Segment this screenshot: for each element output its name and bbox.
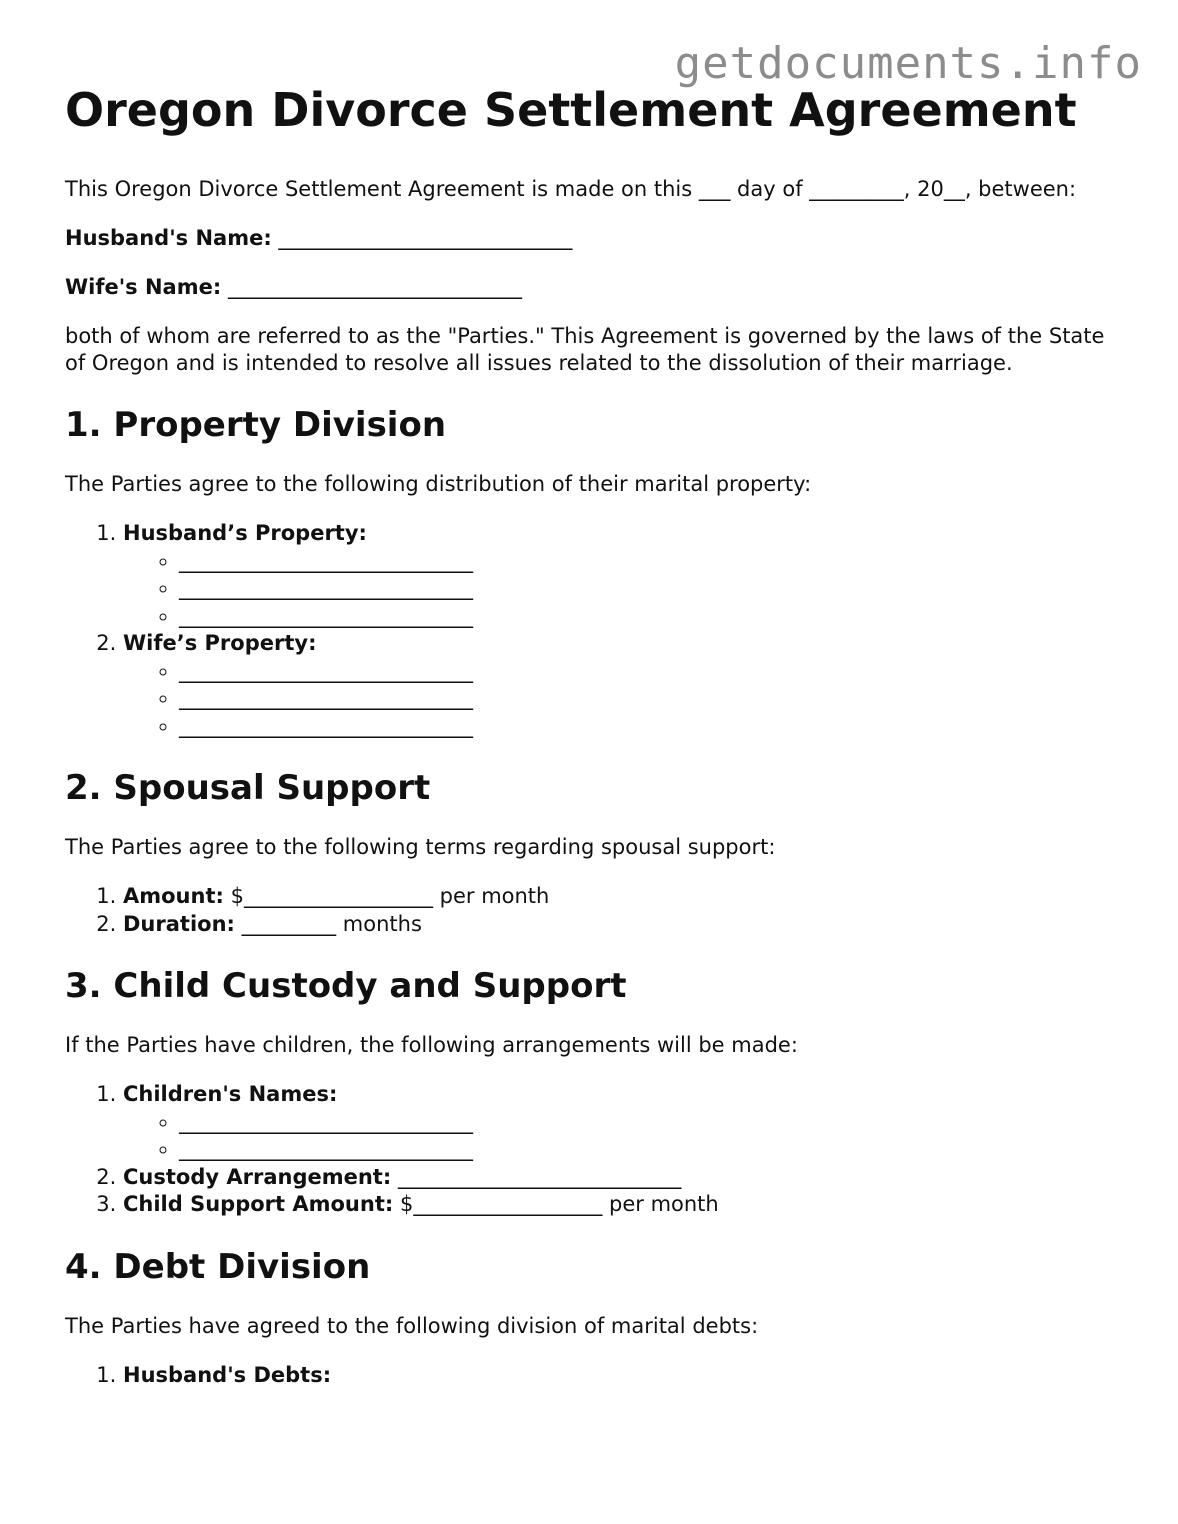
list-item: ◦ ____________________________	[179, 1109, 1125, 1137]
child-support-label: Child Support Amount:	[123, 1192, 394, 1216]
husband-name-label: Husband's Name:	[65, 226, 272, 250]
list-item-husband-property	[123, 520, 1125, 630]
debt-division-list	[65, 1362, 1125, 1390]
intro-paragraph: This Oregon Divorce Settlement Agreement is made on this ___ day of _________, 20__, between:	[65, 177, 1077, 201]
list-item-wife-property	[123, 630, 1125, 740]
section-heading-child-custody: 3. Child Custody and Support	[65, 966, 627, 1006]
section-heading-spousal-support: 2. Spousal Support	[65, 768, 431, 808]
list-item: ◦ ____________________________	[179, 685, 1125, 713]
children-names-sublist	[123, 1109, 1125, 1164]
husband-name-line	[65, 225, 1125, 252]
child-support-value: $__________________ per month	[399, 1192, 719, 1216]
list-item: ◦ ____________________________	[179, 575, 1125, 603]
list-item-husband-debts	[123, 1362, 1125, 1390]
custody-label: Custody Arrangement:	[123, 1164, 392, 1189]
child-custody-list	[65, 1081, 1125, 1219]
list-item: ◦ ____________________________	[179, 548, 1125, 576]
watermark: getdocuments.info	[674, 38, 1142, 89]
wife-name-blank: ____________________________	[227, 275, 522, 299]
section-heading-debt-division: 4. Debt Division	[65, 1246, 371, 1287]
section-heading-property: 1. Property Division	[65, 405, 447, 445]
wife-name-label: Wife's Name:	[65, 275, 222, 299]
duration-label: Duration:	[123, 911, 235, 936]
property-list	[65, 520, 1125, 740]
section-intro-child-custody: If the Parties have children, the following arrangements will be made:	[65, 1033, 798, 1057]
list-item: ◦ ____________________________	[179, 1136, 1125, 1164]
section-intro-debt-division: The Parties have agreed to the following division of marital debts:	[65, 1313, 759, 1338]
custody-value: ___________________________	[397, 1164, 682, 1189]
spousal-support-list	[65, 883, 1125, 938]
wife-property-sublist	[123, 658, 1125, 741]
wife-name-line	[65, 274, 1125, 301]
page-title: Oregon Divorce Settlement Agreement	[65, 83, 1077, 137]
document-page	[65, 80, 1125, 1407]
list-item-children-names	[123, 1081, 1125, 1164]
amount-value: $__________________ per month	[230, 884, 550, 908]
list-item-duration	[123, 911, 1125, 939]
section-intro-property: The Parties agree to the following distribution of their marital property:	[65, 472, 812, 496]
husband-name-blank: ____________________________	[278, 226, 573, 250]
list-item-amount	[123, 883, 1125, 911]
parties-paragraph: both of whom are referred to as the "Parties." This Agreement is governed by the laws of the State of Oregon and is intended to resolve all issues related to the dissolution of their marriage.	[65, 324, 1105, 375]
section-intro-spousal-support: The Parties agree to the following terms regarding spousal support:	[65, 835, 776, 859]
children-names-label: Children's Names:	[123, 1082, 338, 1106]
wife-property-label: Wife’s Property:	[123, 631, 317, 655]
list-item: ◦ ____________________________	[179, 713, 1125, 741]
list-item-child-support	[123, 1191, 1125, 1219]
list-item: ◦ ____________________________	[179, 603, 1125, 631]
husband-property-sublist	[123, 548, 1125, 631]
husband-debts-label: Husband's Debts:	[123, 1362, 332, 1387]
duration-value: _________ months	[241, 911, 422, 936]
list-item: ◦ ____________________________	[179, 658, 1125, 686]
list-item-custody	[123, 1164, 1125, 1192]
amount-label: Amount:	[123, 884, 224, 908]
husband-property-label: Husband’s Property:	[123, 521, 367, 545]
